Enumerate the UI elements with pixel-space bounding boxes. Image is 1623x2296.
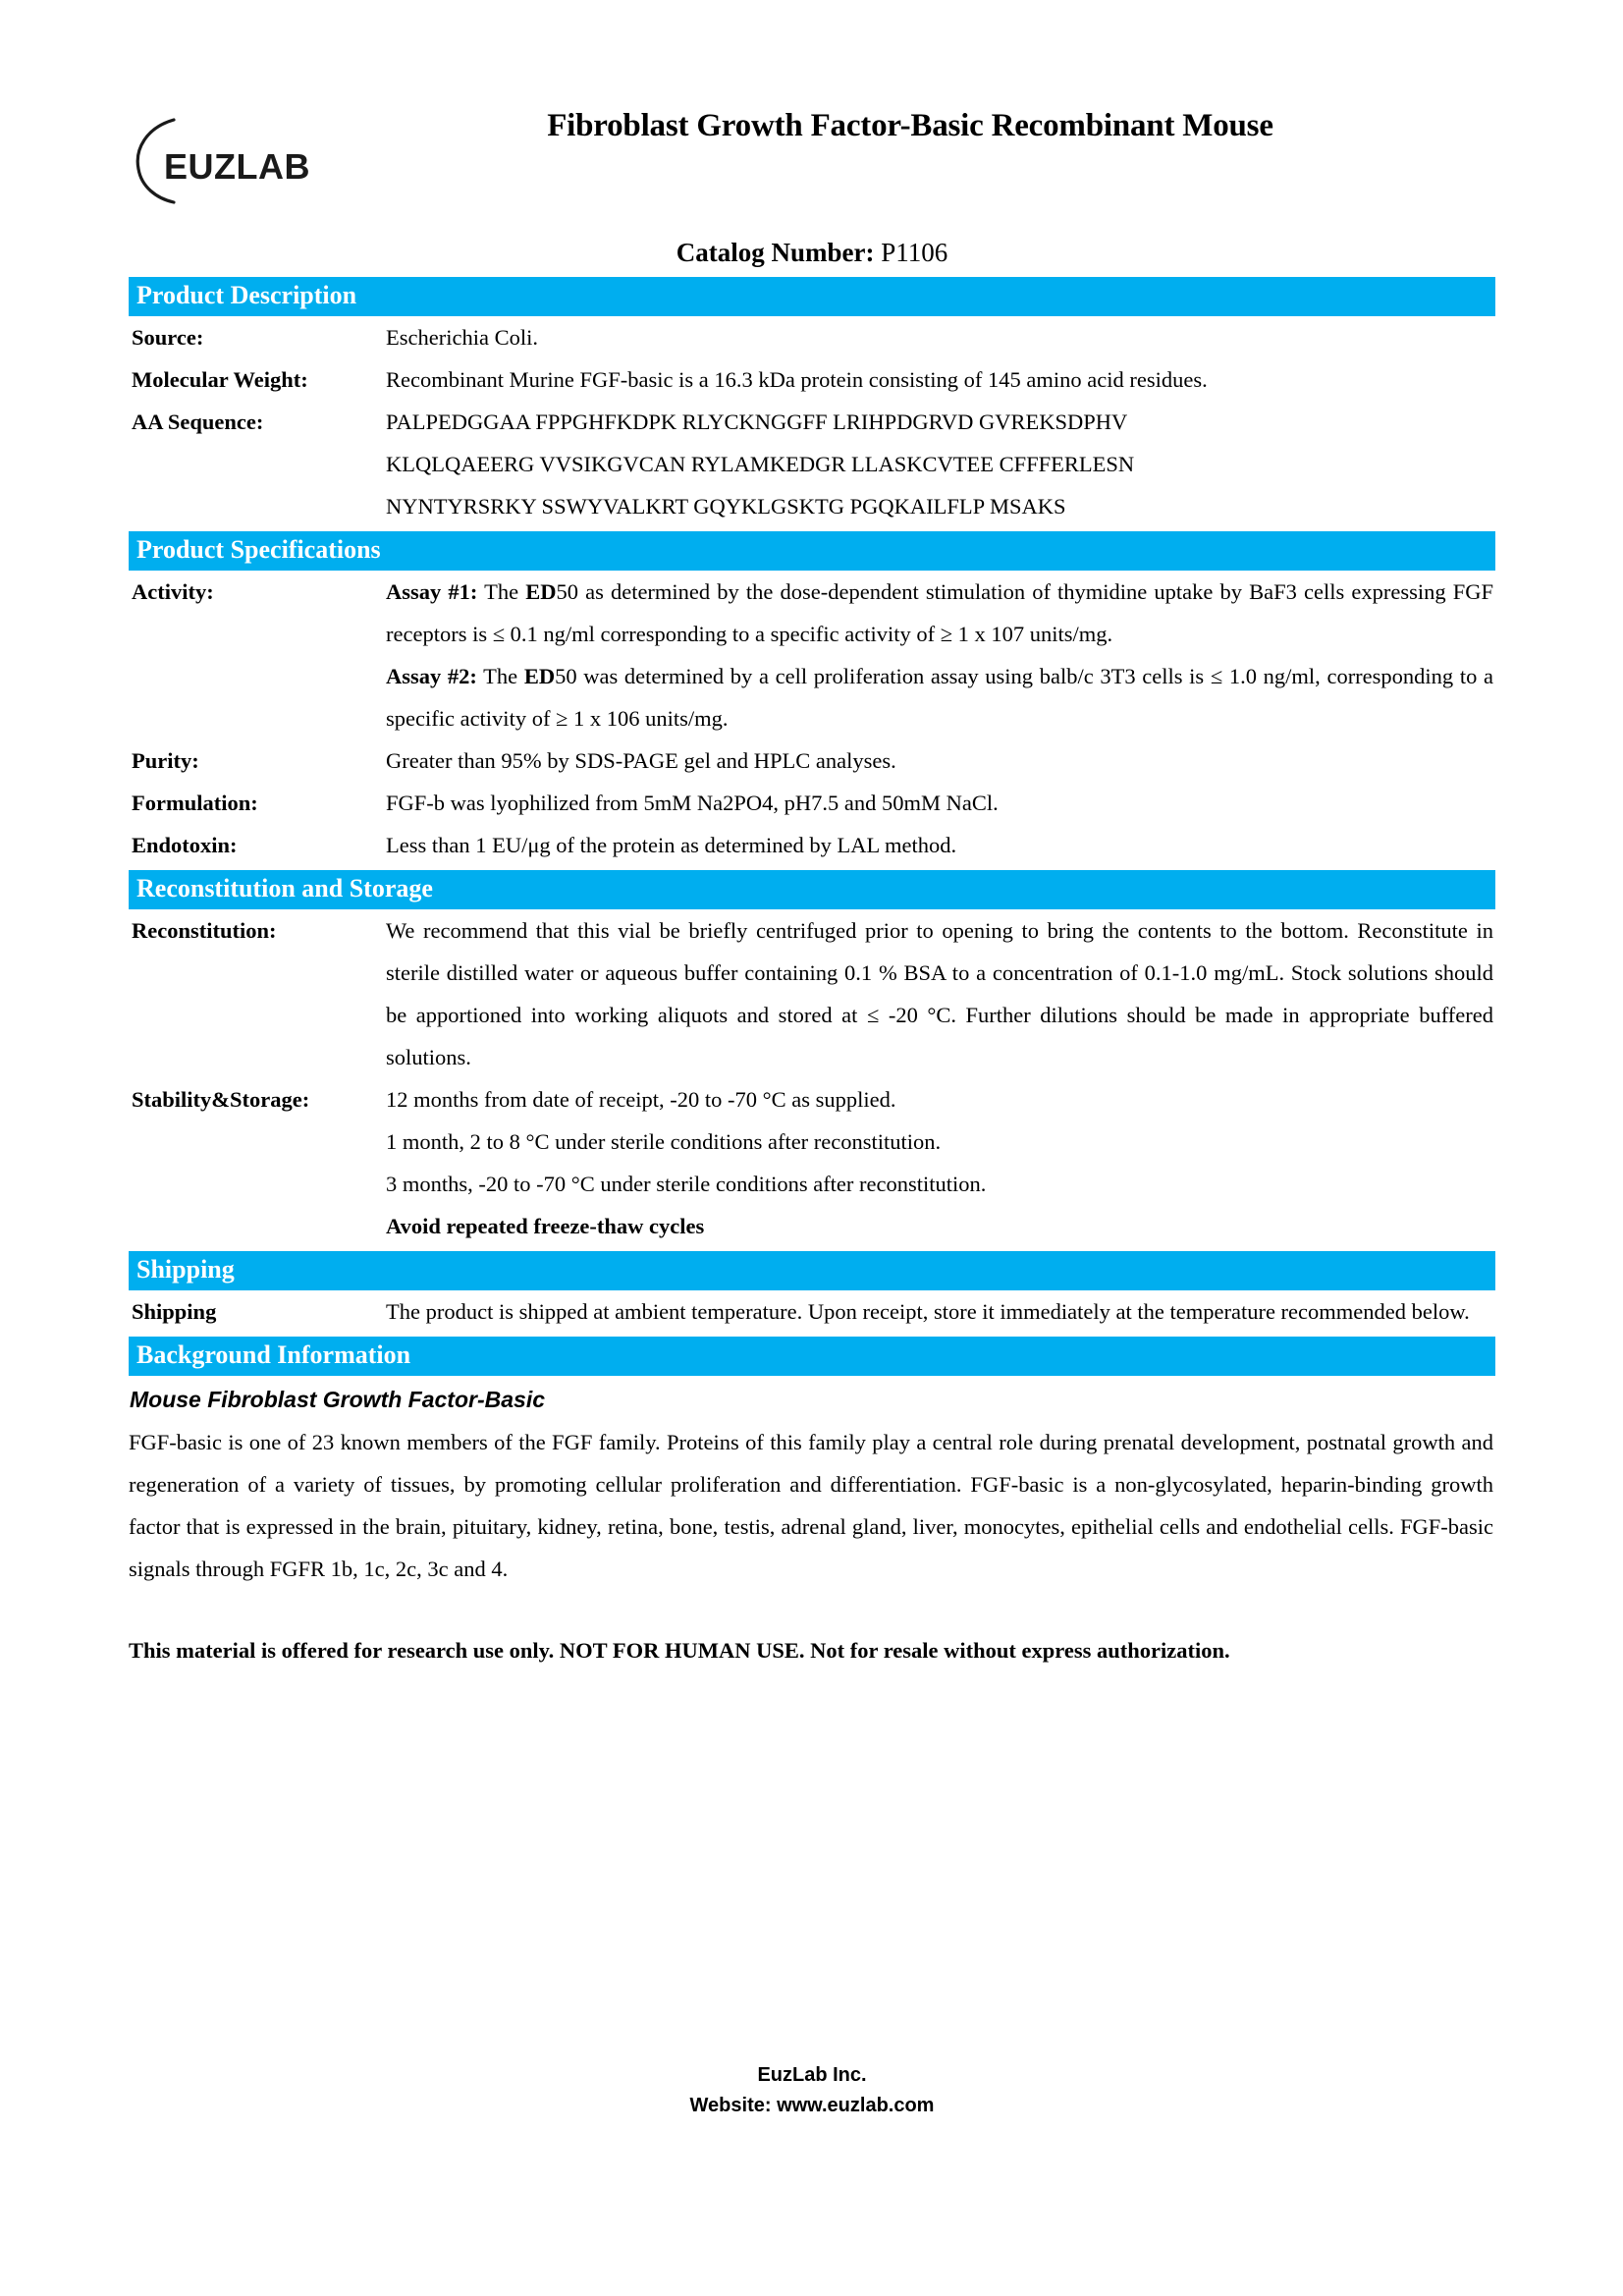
value-reconstitution: We recommend that this vial be briefly centrifuged prior to opening to bring the contents to the bottom. Reconstitute in sterile distilled water or aqueous buffer containing 0.1 % BSA to a concentration of 0.1-1.0 mg/mL. Stock solutions should be apportioned into working aliquots and stored at ≤ -20 °C. Further dilutions should be made in appropriate buffered solutions. xyxy=(386,918,1493,1069)
assay-1-lead: The xyxy=(477,579,526,604)
label-molecular-weight: Molecular Weight: xyxy=(132,367,308,392)
label-endotoxin: Endotoxin: xyxy=(132,833,238,857)
logo-icon xyxy=(129,114,325,204)
label-activity: Activity: xyxy=(132,579,214,604)
page-footer xyxy=(129,2060,1495,2121)
value-endotoxin: Less than 1 EU/μg of the protein as determined by LAL method. xyxy=(386,833,957,857)
document-body xyxy=(129,277,1495,1671)
section-header-shipping: Shipping xyxy=(129,1251,1495,1290)
background-paragraph: FGF-basic is one of 23 known members of the FGF family. Proteins of this family play a central role during prenatal development, postnatal growth and regeneration of a variety of tissues, by promoting cellular proliferation and differentiation. FGF-basic is a non-glycosylated, heparin-binding growth factor that is expressed in the brain, pituitary, kidney, retina, bone, testis, adrenal gland, liver, monocytes, epithelial cells and endothelial cells. FGF-basic signals through FGFR 1b, 1c, 2c, 3c and 4. xyxy=(129,1430,1493,1581)
section-header-background-information: Background Information xyxy=(129,1337,1495,1376)
catalog-label: Catalog Number: xyxy=(676,238,875,267)
stability-line: 1 month, 2 to 8 °C under sterile conditions after reconstitution. xyxy=(386,1129,942,1154)
catalog-value: P1106 xyxy=(881,238,948,267)
row-molecular-weight xyxy=(129,358,1495,401)
catalog-number xyxy=(129,236,1495,269)
section-header-product-description: Product Description xyxy=(129,277,1495,316)
assay-2-lead: The xyxy=(476,664,524,688)
label-source: Source: xyxy=(132,325,204,350)
value-activity xyxy=(386,571,1495,739)
section-header-product-specifications: Product Specifications xyxy=(129,531,1495,571)
stability-line: 3 months, -20 to -70 °C under sterile conditions after reconstitution. xyxy=(386,1172,987,1196)
label-reconstitution: Reconstitution: xyxy=(132,918,277,943)
value-source: Escherichia Coli. xyxy=(386,325,538,350)
assay-2-text xyxy=(386,655,1493,739)
row-aa-sequence xyxy=(129,401,1495,527)
research-use-disclaimer: This material is offered for research use only. NOT FOR HUMAN USE. Not for resale without express authorization. xyxy=(129,1638,1230,1663)
document-header xyxy=(129,106,1495,224)
value-molecular-weight: Recombinant Murine FGF-basic is a 16.3 kDa protein consisting of 145 amino acid residues. xyxy=(386,367,1208,392)
value-purity: Greater than 95% by SDS-PAGE gel and HPLC analyses. xyxy=(386,748,896,773)
row-stability-storage xyxy=(129,1078,1495,1247)
assay-2-ed: ED xyxy=(523,664,556,688)
assay-1-body: 50 as determined by the dose-dependent stimulation of thymidine uptake by BaF3 cells expressing FGF receptors is ≤ 0.1 ng/ml corresponding to a specific activity of ≥ 1 x 107 units/mg. xyxy=(386,579,1493,646)
value-shipping: The product is shipped at ambient temperature. Upon receipt, store it immediately at the temperature recommended below. xyxy=(386,1299,1470,1324)
assay-2-tag: Assay #2: xyxy=(386,664,477,688)
label-formulation: Formulation: xyxy=(132,791,258,815)
value-aa-sequence xyxy=(386,401,1495,527)
row-source xyxy=(129,316,1495,358)
aa-sequence-line: NYNTYRSRKY SSWYVALKRT GQYKLGSKTG PGQKAILFLP MSAKS xyxy=(386,494,1066,519)
stability-line: 12 months from date of receipt, -20 to -70 °C as supplied. xyxy=(386,1087,896,1112)
euzlab-logo xyxy=(129,114,325,204)
row-shipping xyxy=(129,1290,1495,1333)
aa-sequence-line: PALPEDGGAA FPPGHFKDPK RLYCKNGGFF LRIHPDGRVD GVREKSDPHV xyxy=(386,410,1128,434)
row-endotoxin xyxy=(129,824,1495,866)
value-formulation: FGF-b was lyophilized from 5mM Na2PO4, pH7.5 and 50mM NaCl. xyxy=(386,791,999,815)
label-stability-storage: Stability&Storage: xyxy=(132,1087,310,1112)
label-aa-sequence: AA Sequence: xyxy=(132,410,264,434)
value-stability-storage xyxy=(386,1078,1495,1247)
section-header-reconstitution-and-storage: Reconstitution and Storage xyxy=(129,870,1495,909)
assay-1-tag: Assay #1: xyxy=(386,579,478,604)
assay-1-text xyxy=(386,571,1493,655)
footer-website: Website: www.euzlab.com xyxy=(689,2095,935,2116)
row-activity xyxy=(129,571,1495,739)
stability-warning: Avoid repeated freeze-thaw cycles xyxy=(386,1214,705,1238)
row-purity xyxy=(129,739,1495,782)
assay-1-ed: ED xyxy=(525,579,557,604)
row-reconstitution xyxy=(129,909,1495,1078)
label-purity: Purity: xyxy=(132,748,199,773)
aa-sequence-line: KLQLQAEERG VVSIKGVCAN RYLAMKEDGR LLASKCVTEE CFFFERLESN xyxy=(386,452,1135,476)
row-formulation xyxy=(129,782,1495,824)
footer-company: EuzLab Inc. xyxy=(757,2064,867,2086)
assay-2-body: 50 was determined by a cell proliferation assay using balb/c 3T3 cells is ≤ 1.0 ng/ml, corresponding to a specific activity of ≥ 1 x 106 units/mg. xyxy=(386,664,1493,731)
page-title: Fibroblast Growth Factor-Basic Recombinant Mouse xyxy=(547,108,1273,143)
logo-wordmark: EUZLAB xyxy=(164,146,310,187)
background-subtitle: Mouse Fibroblast Growth Factor-Basic xyxy=(130,1387,545,1412)
label-shipping: Shipping xyxy=(132,1299,217,1324)
spacer xyxy=(129,1590,1495,1629)
